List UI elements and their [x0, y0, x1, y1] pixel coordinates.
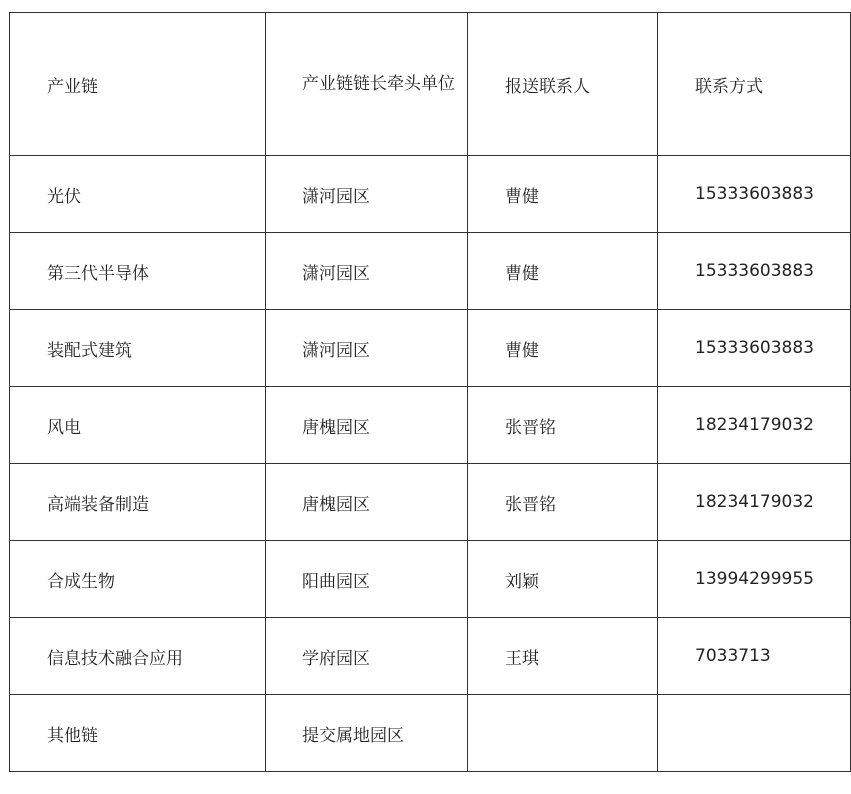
- cell-contact-info: 13994299955: [658, 541, 851, 618]
- cell-industry-chain: 第三代半导体: [10, 233, 266, 310]
- cell-industry-chain: 装配式建筑: [10, 310, 266, 387]
- table-row: [10, 618, 851, 695]
- cell-contact-info: 15333603883: [658, 156, 851, 233]
- header-lead-unit: 产业链链长牵头单位: [266, 13, 468, 156]
- cell-industry-chain: 高端装备制造: [10, 464, 266, 541]
- table-row: [10, 464, 851, 541]
- cell-lead-unit: 唐槐园区: [266, 464, 468, 541]
- cell-contact-info: 15333603883: [658, 310, 851, 387]
- cell-contact-person: 曹健: [468, 233, 658, 310]
- table-row: [10, 541, 851, 618]
- contact-table: [9, 12, 851, 772]
- cell-industry-chain: 合成生物: [10, 541, 266, 618]
- header-industry-chain: 产业链: [10, 13, 266, 156]
- cell-industry-chain: 光伏: [10, 156, 266, 233]
- cell-contact-person: [468, 695, 658, 772]
- cell-industry-chain: 信息技术融合应用: [10, 618, 266, 695]
- cell-industry-chain: 风电: [10, 387, 266, 464]
- cell-contact-info: 15333603883: [658, 233, 851, 310]
- cell-contact-person: 曹健: [468, 156, 658, 233]
- table-row: [10, 695, 851, 772]
- cell-contact-person: 王琪: [468, 618, 658, 695]
- cell-contact-person: 张晋铭: [468, 387, 658, 464]
- table-header-row: [10, 13, 851, 156]
- cell-contact-info: 18234179032: [658, 387, 851, 464]
- header-contact-info: 联系方式: [658, 13, 851, 156]
- cell-lead-unit: 阳曲园区: [266, 541, 468, 618]
- cell-industry-chain: 其他链: [10, 695, 266, 772]
- table-row: [10, 387, 851, 464]
- header-contact-person: 报送联系人: [468, 13, 658, 156]
- cell-contact-person: 张晋铭: [468, 464, 658, 541]
- cell-lead-unit: 潇河园区: [266, 156, 468, 233]
- cell-lead-unit: 唐槐园区: [266, 387, 468, 464]
- table-row: [10, 233, 851, 310]
- cell-contact-info: 18234179032: [658, 464, 851, 541]
- cell-contact-info: [658, 695, 851, 772]
- cell-contact-info: 7033713: [658, 618, 851, 695]
- cell-lead-unit: 潇河园区: [266, 310, 468, 387]
- table-row: [10, 156, 851, 233]
- table-row: [10, 310, 851, 387]
- cell-contact-person: 曹健: [468, 310, 658, 387]
- cell-contact-person: 刘颖: [468, 541, 658, 618]
- cell-lead-unit: 学府园区: [266, 618, 468, 695]
- cell-lead-unit: 提交属地园区: [266, 695, 468, 772]
- cell-lead-unit: 潇河园区: [266, 233, 468, 310]
